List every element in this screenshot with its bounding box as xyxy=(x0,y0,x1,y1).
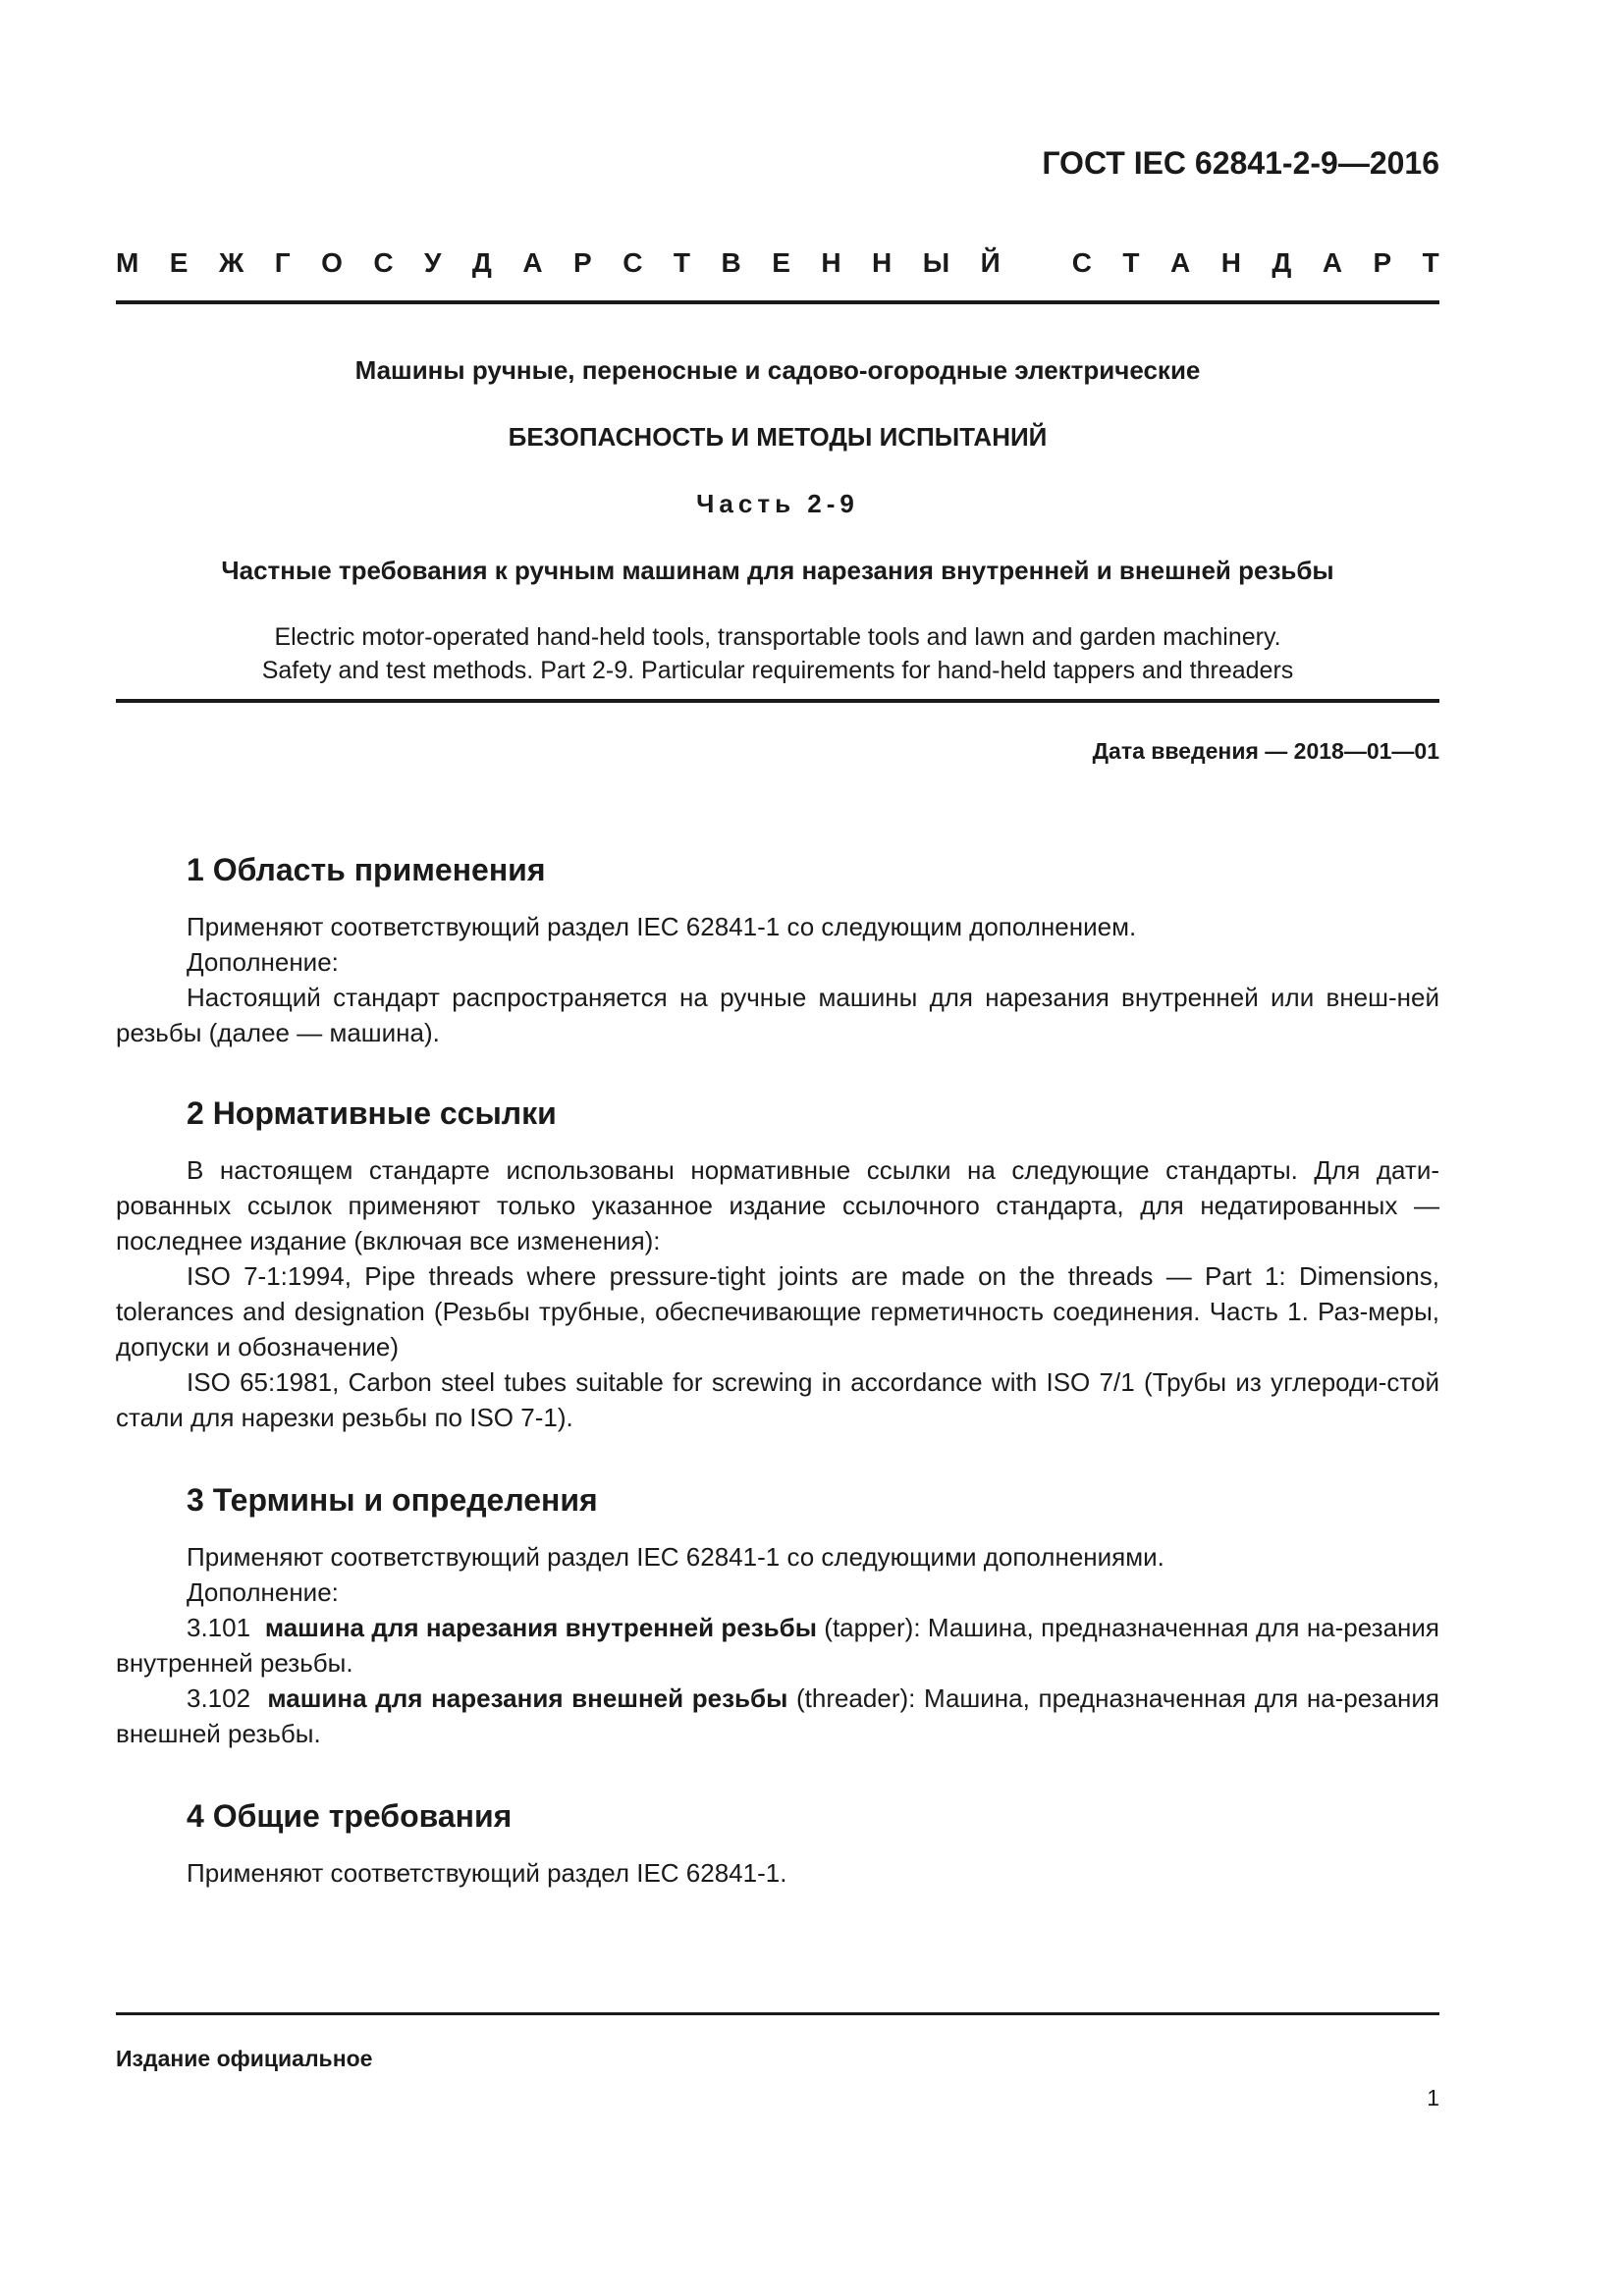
section-heading: 1 Область применения xyxy=(187,852,546,887)
banner-letter: А xyxy=(1322,247,1343,278)
paragraph: Дополнение: xyxy=(187,947,339,977)
title-part: Часть 2-9 xyxy=(696,489,859,518)
banner-letter: Д xyxy=(471,247,492,278)
term-definition: (tapper): Машина, предназначенная для на-резания внутренней резьбы. xyxy=(116,1613,1439,1678)
title-particular: Частные требования к ручным машинам для нарезания внутренней и внешней резьбы xyxy=(221,556,1334,585)
section-terms-definitions xyxy=(116,1482,1439,1751)
banner-letter: Н xyxy=(872,247,893,278)
introduction-date: Дата введения — 2018—01—01 xyxy=(1092,738,1439,764)
title-rule xyxy=(116,699,1439,703)
banner-letter: Р xyxy=(1373,247,1392,278)
banner-letter: Г xyxy=(274,247,291,278)
banner-letter: Н xyxy=(1220,247,1241,278)
standard-number: ГОСТ IEC 62841-2-9—2016 xyxy=(1042,145,1439,181)
banner-letter: М xyxy=(116,247,139,278)
banner-letter: А xyxy=(522,247,543,278)
title-safety: БЕЗОПАСНОСТЬ И МЕТОДЫ ИСПЫТАНИЙ xyxy=(508,422,1048,452)
banner-letter: Ж xyxy=(218,247,244,278)
paragraph: В настоящем стандарте использованы нормативные ссылки на следующие стандарты. Для дати-рованных ссылок применяют только указанное издание ссылочного стандарта, для недатированных — последнее издание (включая все изменения): xyxy=(116,1155,1439,1255)
banner-gap xyxy=(1031,247,1041,287)
term-3-101 xyxy=(116,1610,1439,1681)
paragraph: Применяют соответствующий раздел IEC 62841-1 со следующими дополнениями. xyxy=(187,1542,1164,1572)
section-heading: 4 Общие требования xyxy=(187,1798,513,1834)
title-main: Машины ручные, переносные и садово-огородные электрические xyxy=(354,355,1201,385)
term-name: машина для нарезания внешней резьбы xyxy=(267,1683,788,1713)
footer-rule xyxy=(116,2012,1439,2015)
banner-letter: Е xyxy=(772,247,790,278)
paragraph: Настоящий стандарт распространяется на ручные машины для нарезания внутренней или внеш-ней резьбы (далее — машина). xyxy=(116,983,1439,1047)
interstate-standard-banner xyxy=(116,247,1439,287)
banner-letter: С xyxy=(1071,247,1092,278)
term-number: 3.102 xyxy=(187,1683,251,1713)
title-english-line1: Electric motor-operated hand-held tools, transportable tools and lawn and garden machinery. xyxy=(274,623,1281,651)
page-number: 1 xyxy=(1427,2085,1439,2110)
paragraph: Применяют соответствующий раздел IEC 62841-1 со следующим дополнением. xyxy=(187,912,1137,941)
banner-letter: Й xyxy=(980,247,1001,278)
term-3-102 xyxy=(116,1681,1439,1751)
official-edition-label: Издание официальное xyxy=(116,2046,373,2071)
term-number: 3.101 xyxy=(187,1613,251,1642)
section-normative-references xyxy=(116,1095,1439,1435)
banner-letter: А xyxy=(1169,247,1191,278)
banner-letter: Ы xyxy=(922,247,950,278)
banner-letter: Т xyxy=(673,247,691,278)
paragraph: Дополнение: xyxy=(187,1577,339,1607)
reference-iso-7-1: ISO 7-1:1994, Pipe threads where pressure-tight joints are made on the threads — Part 1: Dimensions, tolerances and designation (Резьбы трубные, обеспечивающие герметичность соединения. Часть 1. Раз-меры, допуски и обозначение) xyxy=(116,1261,1439,1362)
reference-iso-65: ISO 65:1981, Carbon steel tubes suitable for screwing in accordance with ISO 7/1 (Трубы из углероди-стой стали для нарезки резьбы по ISO 7-1). xyxy=(116,1367,1439,1432)
title-english xyxy=(116,620,1439,687)
term-definition: (threader): Машина, предназначенная для на-резания внешней резьбы. xyxy=(116,1683,1439,1748)
section-general-requirements xyxy=(116,1798,1439,1891)
banner-letter: Д xyxy=(1272,247,1292,278)
banner-letter: С xyxy=(623,247,643,278)
banner-letter: Р xyxy=(573,247,592,278)
banner-letter: О xyxy=(321,247,343,278)
section-heading: 3 Термины и определения xyxy=(187,1482,598,1518)
banner-letter: С xyxy=(373,247,394,278)
paragraph: Применяют соответствующий раздел IEC 62841-1. xyxy=(187,1858,787,1888)
title-english-line2: Safety and test methods. Part 2-9. Particular requirements for hand-held tappers and threaders xyxy=(261,657,1294,684)
banner-letter: Т xyxy=(1122,247,1140,278)
banner-letter: Н xyxy=(821,247,841,278)
banner-letter: Т xyxy=(1422,247,1439,278)
banner-letter: У xyxy=(424,247,442,278)
banner-letter: Е xyxy=(169,247,189,278)
section-scope xyxy=(116,852,1439,1050)
term-name: машина для нарезания внутренней резьбы xyxy=(264,1613,817,1642)
header-rule xyxy=(116,300,1439,304)
banner-letter: В xyxy=(721,247,741,278)
section-heading: 2 Нормативные ссылки xyxy=(187,1095,557,1131)
